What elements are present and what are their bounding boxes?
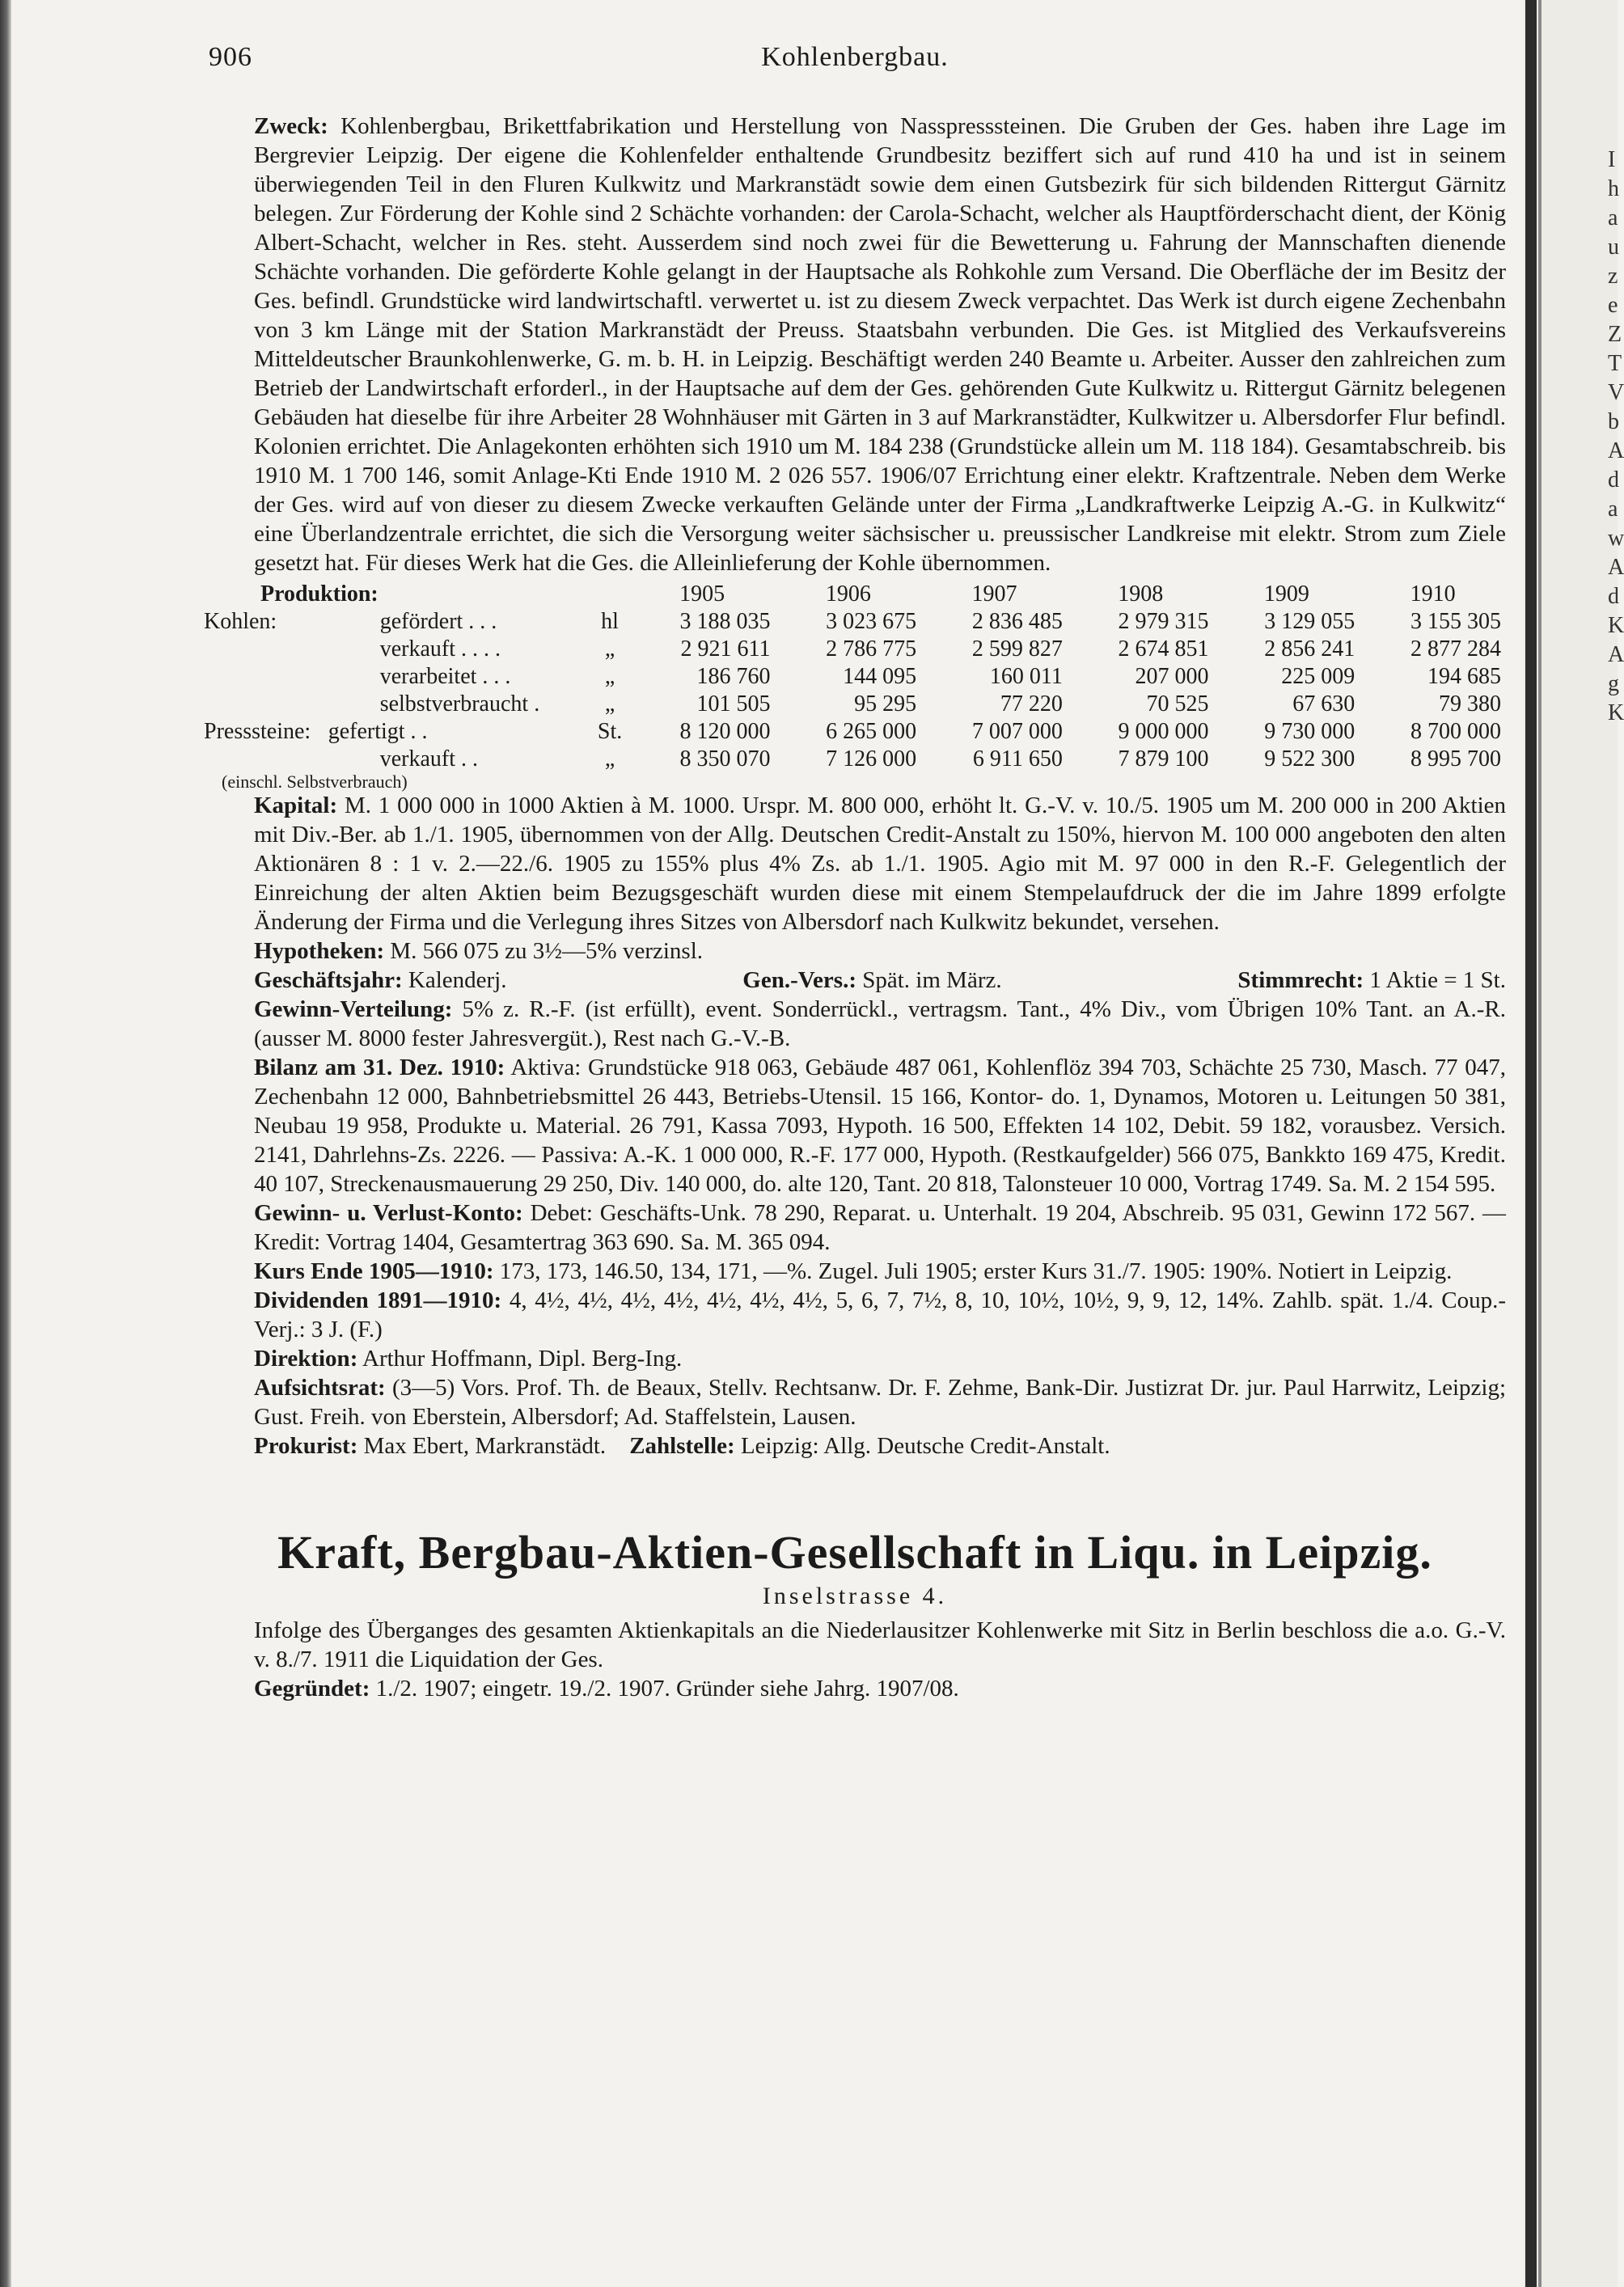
gutter-letter: A — [1608, 555, 1624, 580]
zweck-label: Zweck: — [254, 113, 328, 139]
direktion-paragraph — [204, 1344, 1506, 1373]
financial-details — [204, 791, 1506, 1461]
stimmrecht-text: 1 Aktie = 1 St. — [1369, 967, 1506, 993]
year-header: 1909 — [1263, 581, 1309, 607]
production-unit: „ — [604, 691, 615, 717]
gutter-letter: Z — [1608, 322, 1622, 347]
production-header-row — [204, 581, 1506, 608]
production-value: 2 599 827 — [971, 636, 1063, 662]
production-value: 6 265 000 — [826, 719, 917, 744]
year-header: 1906 — [825, 581, 871, 607]
production-value: 67 630 — [1292, 691, 1355, 717]
bilanz-label: Bilanz am 31. Dez. 1910: — [254, 1055, 505, 1080]
production-value: 186 760 — [696, 664, 771, 689]
production-value: 77 220 — [1000, 691, 1063, 717]
production-value: 8 995 700 — [1410, 746, 1501, 771]
production-value: 2 836 485 — [971, 609, 1063, 634]
production-value: 3 129 055 — [1264, 609, 1355, 634]
gutter-letter: I — [1608, 147, 1616, 172]
gutter-letter: h — [1608, 176, 1619, 201]
production-row — [204, 718, 1506, 746]
bilanz-text: Aktiva: Grundstücke 918 063, Gebäude 487 061, Kohlenflöz 394 703, Schächte 25 730, Masch. 77 047, Zechenbahn 12 000, Bahnbetriebsmittel 26 443, Betriebs-Utensil. 15 166, Kontor- do. 1, Dynamos, Motoren u. Leitungen 50 381, Neubau 19 958, Produkte u. Material. 26 791, Kassa 7093, Hypoth. 16 500, Effekten 14 102, Debit. 59 182, vorausbez. Versich. 2141, Dahrlehns-Zs. 2226. — Passiva: A.-K. 1 000 000, R.-F. 177 000, Hypoth. (Restkaufgelder) 566 075, Bankkto 169 475, Kredit. 40 107, Streckenausmauerung 29 250, Div. 140 000, do. alte 120, Tant. 20 818, Talonsteuer 10 000, Vortrag 1749. Sa. M. 2 154 595. — [254, 1055, 1506, 1197]
gutter-letter: A — [1608, 642, 1624, 667]
production-value: 8 700 000 — [1410, 719, 1501, 744]
dividenden-text: 4, 4½, 4½, 4½, 4½, 4½, 4½, 4½, 5, 6, 7, 7½, 8, 10, 10½, 10½, 9, 9, 12, 14%. Zahlb. spät. 1./4. Coup.-Verj.: 3 J. (F.) — [254, 1287, 1506, 1342]
prokurist-paragraph — [204, 1431, 1506, 1461]
production-value: 2 674 851 — [1118, 636, 1209, 662]
production-value: 6 911 650 — [972, 746, 1063, 771]
kapital-text: M. 1 000 000 in 1000 Aktien à M. 1000. Urspr. M. 800 000, erhöht lt. G.-V. v. 10./5. 1905 um M. 200 000 in 200 Aktien mit Div.-Ber. ab 1./1. 1905, übernommen von der Allg. Deutschen Credit-Anstalt zu 150%, hiervon M. 100 000 angeboten den alten Aktionären 8 : 1 v. 2.—22./6. 1905 zu 155% plus 4% Zs. ab 1./1. 1905. Agio mit M. 97 000 in den R.-F. Gelegentlich der Einreichung der alten Aktien beim Bezugsgeschäft wurden diese mit einem Stempelaufdruck der die im Jahre 1899 erfolgte Änderung der Firma und die Verlegung ihres Sitzes von Albersdorf nach Kulkwitz bekundet, versehen. — [254, 793, 1507, 935]
hypotheken-text: M. 566 075 zu 3½—5% verzinsl. — [390, 938, 704, 964]
year-header: 1907 — [971, 581, 1017, 607]
guv-label: Gewinn- u. Verlust-Konto: — [254, 1200, 523, 1226]
adjacent-page-fragment — [1608, 146, 1624, 728]
production-value: 2 856 241 — [1264, 636, 1355, 662]
geschaeftsjahr-paragraph — [204, 966, 1506, 995]
gutter-letter: a — [1608, 205, 1618, 230]
production-value: 207 000 — [1135, 664, 1209, 689]
scan-left-edge — [0, 0, 11, 2287]
production-value: 144 095 — [843, 664, 917, 689]
gutter-letter: V — [1608, 380, 1624, 405]
direktion-label: Direktion: — [254, 1346, 358, 1372]
production-value: 8 350 070 — [679, 746, 771, 771]
gutter-letter: d — [1608, 584, 1619, 609]
company-entry — [204, 112, 1506, 577]
dividenden-paragraph — [204, 1286, 1506, 1344]
gutter-letter: b — [1608, 409, 1619, 434]
production-value: 9 522 300 — [1264, 746, 1355, 771]
gutter-letter: d — [1608, 467, 1619, 492]
gutter-letter: e — [1608, 293, 1618, 318]
production-note: (einschl. Selbstverbrauch) — [222, 771, 408, 792]
guv-paragraph — [204, 1198, 1506, 1257]
production-value: 9 000 000 — [1118, 719, 1209, 744]
production-value: 7 007 000 — [971, 719, 1063, 744]
production-row — [204, 608, 1506, 636]
bilanz-paragraph — [204, 1053, 1506, 1198]
prokurist-label: Prokurist: — [254, 1433, 358, 1459]
direktion-text: Arthur Hoffmann, Dipl. Berg-Ing. — [362, 1346, 683, 1372]
genvers-text: Spät. im März. — [862, 967, 1002, 993]
production-value: 3 155 305 — [1410, 609, 1501, 634]
aufsichtsrat-label: Aufsichtsrat: — [254, 1375, 386, 1401]
kurs-text: 173, 173, 146.50, 134, 171, —%. Zugel. Juli 1905; erster Kurs 31./7. 1905: 190%. Notiert in Leipzig. — [499, 1258, 1453, 1284]
production-value: 160 011 — [989, 664, 1063, 689]
binding-shadow — [1525, 0, 1537, 2287]
production-group: Kohlen: — [204, 609, 277, 634]
aufsichtsrat-text: (3—5) Vors. Prof. Th. de Beaux, Stellv. Rechtsanw. Dr. F. Zehme, Bank-Dir. Justizrat Dr. jur. Paul Harrwitz, Leipzig; Gust. Freih. von Eberstein, Albersdorf; Ad. Staffelstein, Lausen. — [254, 1375, 1506, 1430]
gutter-letter: K — [1608, 613, 1624, 638]
production-unit: „ — [604, 746, 615, 771]
production-group — [204, 663, 324, 691]
hypotheken-paragraph — [204, 936, 1506, 966]
production-value: 2 921 611 — [680, 636, 771, 662]
production-value: 7 126 000 — [826, 746, 917, 771]
kurs-paragraph — [204, 1257, 1506, 1286]
gutter-letter: u — [1608, 235, 1619, 260]
production-value: 101 505 — [696, 691, 771, 717]
geschaeftsjahr-label: Geschäftsjahr: — [254, 967, 403, 993]
gewinn-verteilung-text: 5% z. R.-F. (ist erfüllt), event. Sonderrückl., vertragsm. Tant., 4% Div., vom Übrigen 10% Tant. an A.-R. (ausser M. 8000 fester Jahresvergüt.), Rest nach G.-V.-B. — [254, 996, 1507, 1051]
gutter-letter: z — [1608, 264, 1618, 289]
gewinn-verteilung-label: Gewinn-Verteilung: — [254, 996, 453, 1022]
hypotheken-label: Hypotheken: — [254, 938, 385, 964]
page-number: 906 — [209, 42, 252, 72]
liquidation-paragraph: Infolge des Überganges des gesamten Aktienkapitals an die Niederlausitzer Kohlenwerke mit Sitz in Berlin beschloss die a.o. G.-V. v. 8./7. 1911 die Liquidation der Ges. — [254, 1617, 1506, 1672]
gutter-letter: a — [1608, 497, 1618, 522]
production-row — [204, 663, 1506, 691]
production-unit: „ — [604, 664, 615, 689]
production-value: 7 879 100 — [1118, 746, 1209, 771]
gutter-letter: w — [1608, 526, 1624, 551]
zweck-text: Kohlenbergbau, Brikettfabrikation und Herstellung von Nasspresssteinen. Die Gruben der Ges. haben ihre Lage im Bergrevier Leipzig. Der eigene die Kohlenfelder enthaltende Grundbesitz beziffert sich auf rund 410 ha und ist in seinem überwiegenden Teil in den Fluren Kulkwitz und Markranstädt sowie dem einen Gutsbezirk für sich bildenden Rittergut Gärnitz belegen. Zur Förderung der Kohle sind 2 Schächte vorhanden: der Carola-Schacht, welcher als Hauptförderschacht dient, der König Albert-Schacht, welcher in Res. steht. Ausserdem sind noch zwei für die Bewetterung u. Fahrung der Mannschaften dienende Schächte vorhanden. Die geförderte Kohle gelangt in der Hauptsache als Rohkohle zum Versand. Die Oberfläche der im Besitz der Ges. befindl. Grundstücke wird landwirtschaftl. verwertet u. ist zu diesem Zweck verpachtet. Das Werk ist durch eigene Zechenbahn von 3 km Länge mit der Station Markranstädt der Preuss. Staatsbahn verbunden. Die Ges. ist Mitglied des Verkaufsvereins Mitteldeutscher Braunkohlenwerke, G. m. b. H. in Leipzig. Beschäftigt werden 240 Beamte u. Arbeiter. Ausser den zahlreichen zum Betrieb der Landwirtschaft erforderl., in der Hauptsache auf dem der Ges. gehörenden Gute Kulkwitz u. Rittergut Gärnitz belegenen Gebäuden hat dieselbe für ihre Arbeiter 28 Wohnhäuser mit Gärten in 3 auf Markranstädter, Kulkwitzer u. Albersdorfer Flur befindl. Kolonien errichtet. Die Anlagekonten erhöhten sich 1910 um M. 184 238 (Grundstücke allein um M. 118 184). Gesamtabschreib. bis 1910 M. 1 700 146, somit Anlage-Kti Ende 1910 M. 2 026 557. 1906/07 Errichtung einer elektr. Kraftzentrale. Neben dem Werke der Ges. wird auf von dieser zu diesem Zwecke verkauften Gelände unter der Firma „Landkraftwerke Leipzig A.-G. in Kulkwitz“ eine Überlandzentrale errichtet, die sich die Versorgung weiter sächsischer u. preussischer Landkreise mit elektr. Strom zum Ziele gesetzt hat. Für dieses Werk hat die Ges. die Alleinlieferung der Kohle übernommen. — [254, 113, 1506, 576]
gewinn-verteilung-paragraph — [204, 995, 1506, 1053]
kapital-label: Kapital: — [254, 793, 338, 818]
production-value: 194 685 — [1427, 664, 1501, 689]
production-row — [204, 746, 1506, 773]
dividenden-label: Dividenden 1891—1910: — [254, 1287, 502, 1313]
prokurist-text: Max Ebert, Markranstädt. — [363, 1433, 607, 1459]
year-header: 1908 — [1118, 581, 1164, 607]
production-unit: hl — [601, 609, 619, 634]
production-item: verkauft . . — [379, 746, 478, 771]
gegruendet-label: Gegründet: — [254, 1676, 370, 1702]
gutter-letter: A — [1608, 438, 1624, 463]
production-group: Presssteine: — [204, 719, 311, 744]
production-group — [204, 746, 324, 773]
production-group — [204, 691, 324, 718]
production-group — [204, 636, 324, 663]
stimmrecht-label: Stimmrecht: — [1237, 967, 1364, 993]
production-value: 70 525 — [1146, 691, 1209, 717]
next-company-body — [204, 1616, 1506, 1703]
genvers-label: Gen.-Vers.: — [742, 967, 856, 993]
gutter-letter: K — [1608, 700, 1624, 725]
production-item: gefördert . . . — [379, 609, 497, 634]
production-unit: St. — [597, 719, 623, 744]
production-row — [204, 636, 1506, 663]
next-company-title: Kraft, Bergbau-Aktien-Gesellschaft in Liqu. in Leipzig. — [277, 1526, 1432, 1579]
page-header — [204, 42, 1506, 87]
year-header: 1910 — [1410, 581, 1456, 607]
next-company-address: Inselstrasse 4. — [762, 1583, 948, 1609]
running-title: Kohlenbergbau. — [761, 42, 949, 72]
binding-shadow-inner — [1538, 0, 1542, 2287]
production-value: 79 380 — [1439, 691, 1501, 717]
page — [204, 42, 1506, 1703]
production-item: verkauft . . . . — [379, 636, 501, 662]
gutter-letter: g — [1608, 671, 1619, 696]
production-value: 9 730 000 — [1264, 719, 1355, 744]
guv-text: Debet: Geschäfts-Unk. 78 290, Reparat. u. Unterhalt. 19 204, Abschreib. 95 031, Gewinn 172 567. — Kredit: Vortrag 1404, Gesamtertrag 363 690. Sa. M. 365 094. — [254, 1200, 1506, 1255]
production-value: 3 188 035 — [679, 609, 771, 634]
production-value: 2 979 315 — [1118, 609, 1209, 634]
production-item: selbstverbraucht . — [379, 691, 540, 717]
gegruendet-paragraph — [204, 1674, 1506, 1703]
production-row — [204, 691, 1506, 718]
production-value: 2 877 284 — [1410, 636, 1501, 662]
production-value: 3 023 675 — [826, 609, 917, 634]
gegruendet-text: 1./2. 1907; eingetr. 19./2. 1907. Gründer siehe Jahrg. 1907/08. — [375, 1676, 959, 1702]
production-value: 8 120 000 — [679, 719, 771, 744]
geschaeftsjahr-text: Kalenderj. — [408, 967, 507, 993]
production-value: 2 786 775 — [826, 636, 917, 662]
kapital-paragraph — [204, 791, 1506, 936]
zweck-paragraph — [204, 112, 1506, 577]
zahlstelle-label: Zahlstelle: — [629, 1433, 735, 1459]
gutter-letter: T — [1608, 351, 1622, 376]
aufsichtsrat-paragraph — [204, 1373, 1506, 1431]
production-table — [204, 581, 1506, 773]
production-item: verarbeitet . . . — [379, 664, 511, 689]
kurs-label: Kurs Ende 1905—1910: — [254, 1258, 494, 1284]
production-value: 225 009 — [1281, 664, 1355, 689]
production-item: gefertigt . . — [328, 719, 428, 744]
production-value: 95 295 — [854, 691, 917, 717]
production-unit: „ — [604, 636, 615, 662]
production-label: Produktion: — [260, 581, 379, 607]
zahlstelle-text: Leipzig: Allg. Deutsche Credit-Anstalt. — [740, 1433, 1110, 1459]
year-header: 1905 — [679, 581, 725, 607]
